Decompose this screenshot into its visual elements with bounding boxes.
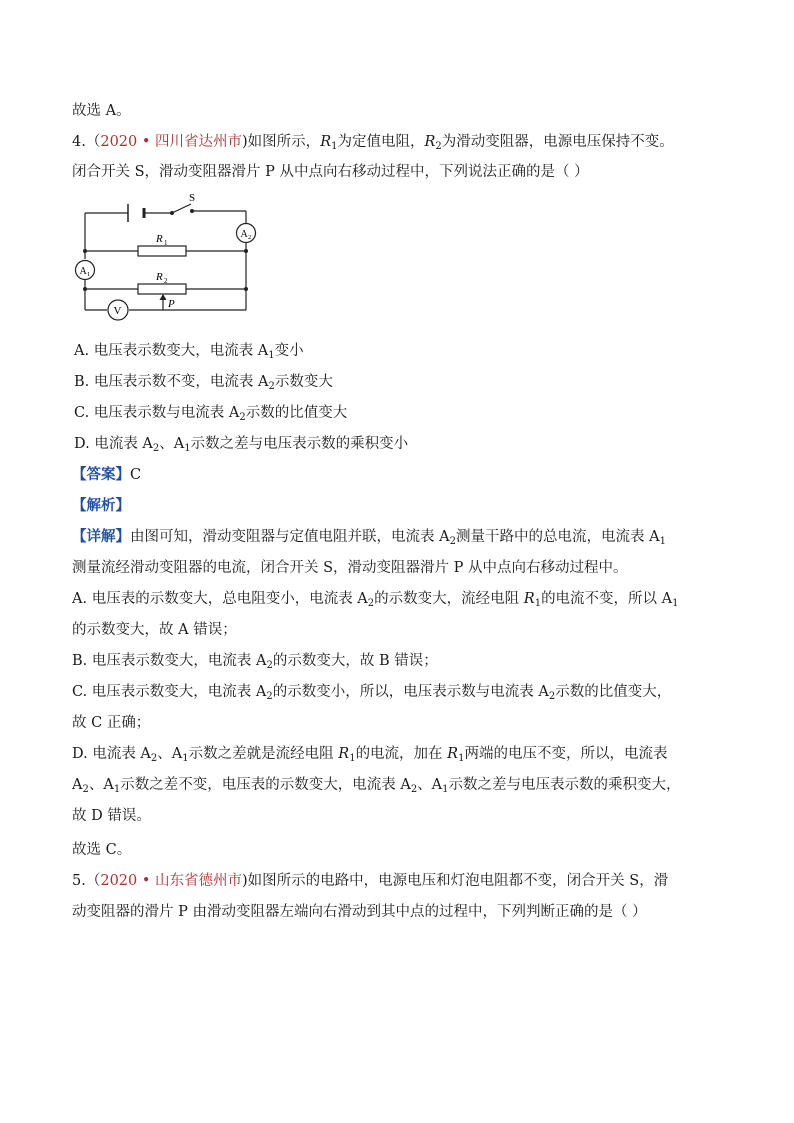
answer-value: C xyxy=(130,467,142,483)
rheostat-r2-icon xyxy=(138,271,186,310)
q4-conclusion: 故选 C。 xyxy=(72,842,132,858)
q5-number: 5. xyxy=(72,873,86,889)
svg-text:A: A xyxy=(79,266,87,277)
svg-text:1: 1 xyxy=(164,239,168,247)
ammeter-a2-icon xyxy=(237,224,256,243)
q4-stem-line2: 闭合开关 S，滑动变阻器滑片 P 从中点向右移动过程中，下列说法正确的是（ ） xyxy=(72,164,589,180)
q4-analysis-tag: 【解析】 xyxy=(72,497,130,514)
q4-option-c: C. 电压表示数与电流表 $A_2$示数的比值变大 xyxy=(74,405,348,423)
svg-text:1: 1 xyxy=(87,271,91,278)
q4-explain-b: B. 电压表示数变大，电流表 $A_2$的示数变大，故 B 错误； xyxy=(72,653,438,671)
resistor-r1-icon xyxy=(138,233,186,256)
switch-label: S xyxy=(189,193,196,204)
svg-text:R: R xyxy=(156,233,163,245)
q4-stem-line1: 4.（2020 • 四川省达州市)如图所示，$R_1$为定值电阻，$R_2$为滑动变阻器，电源电压保持不变。 xyxy=(72,134,674,152)
q5-stem-line2: 动变阻器的滑片 P 由滑动变阻器左端向右滑动到其中点的过程中，下列判断正确的是（ ） xyxy=(72,904,647,920)
q4-answer xyxy=(72,465,141,485)
q4-explain-d-line2: $A_2$、$A_1$示数之差不变，电压表的示数变大，电流表 $A_2$、$A_1$示数之差与电压表示数的乘积变大， xyxy=(72,777,681,795)
answer-tag: 【答案】 xyxy=(72,466,130,483)
detail-tag: 【详解】 xyxy=(72,528,130,545)
svg-text:2: 2 xyxy=(164,277,168,285)
q4-detail-line1: 【详解】由图可知，滑动变阻器与定值电阻并联，电流表 $A_2$测量干路中的总电流，电流表 $A_1$ xyxy=(72,528,666,547)
q5-stem-line1: 5.（2020 • 山东省德州市)如图所示的电路中，电源电压和灯泡电阻都不变，闭合开关 S，滑 xyxy=(72,873,669,889)
q4-explain-d-line3: 故 D 错误。 xyxy=(72,808,151,824)
slider-label: P xyxy=(168,298,175,310)
q5-source: 2020 • 山东省德州市 xyxy=(100,873,243,889)
q4-explain-c-line2: 故 C 正确； xyxy=(72,715,151,731)
voltmeter-icon xyxy=(108,300,128,320)
prev-conclusion: 故选 A。 xyxy=(72,103,131,119)
q4-explain-d-line1: D. 电流表 $A_2$、$A_1$示数之差就是流经电阻 $R_1$的电流，加在 $R_1$两端的电压不变，所以，电流表 xyxy=(72,746,668,764)
svg-text:A: A xyxy=(240,229,248,240)
svg-text:2: 2 xyxy=(248,234,252,241)
q4-explain-a-line1: A. 电压表的示数变大，总电阻变小，电流表 $A_2$的示数变大，流经电阻 $R_1$的电流不变，所以 $A_1$ xyxy=(72,591,679,609)
circuit-diagram xyxy=(72,193,272,328)
q4-number: 4. xyxy=(72,134,86,150)
q4-source: 2020 • 四川省达州市 xyxy=(100,134,243,150)
q4-option-a: A. 电压表示数变大，电流表 $A_1$变小 xyxy=(74,343,304,361)
ammeter-a1-icon xyxy=(76,261,95,280)
q4-option-d: D. 电流表 $A_2$、$A_1$示数之差与电压表示数的乘积变小 xyxy=(74,436,409,454)
q4-detail-line2: 测量流经滑动变阻器的电流，闭合开关 S，滑动变阻器滑片 P 从中点向右移动过程中。 xyxy=(72,560,628,576)
svg-text:V: V xyxy=(113,305,122,317)
svg-text:R: R xyxy=(156,271,163,283)
battery-icon xyxy=(128,204,144,222)
q4-explain-c-line1: C. 电压表示数变大，电流表 $A_2$的示数变小，所以，电压表示数与电流表 $A_2$示数的比值变大， xyxy=(72,684,672,702)
switch-icon xyxy=(170,193,195,215)
q4-option-b: B. 电压表示数不变，电流表 $A_2$示数变大 xyxy=(74,374,333,392)
q4-explain-a-line2: 的示数变大，故 A 错误； xyxy=(72,622,237,638)
